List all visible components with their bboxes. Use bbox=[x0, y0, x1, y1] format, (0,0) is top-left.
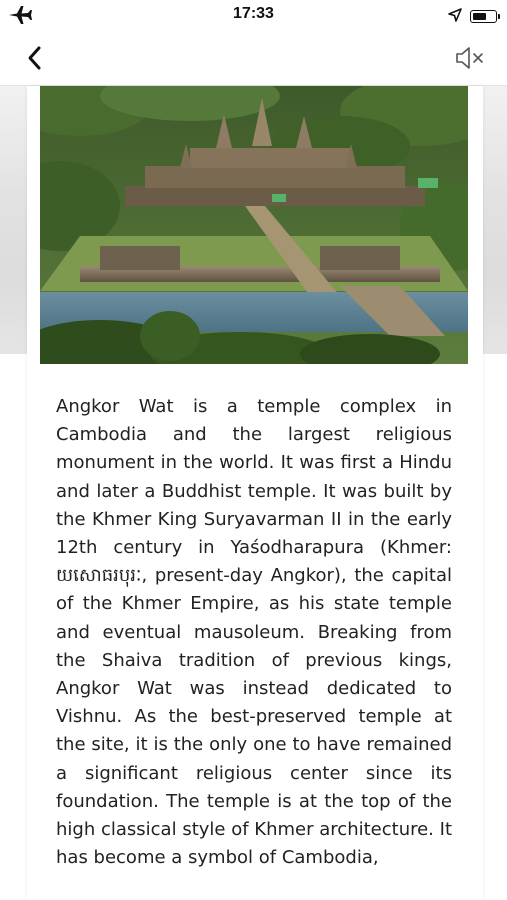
chevron-left-icon bbox=[20, 42, 52, 74]
status-bar bbox=[0, 0, 507, 30]
nav-bar bbox=[0, 30, 507, 86]
article-image bbox=[40, 86, 468, 364]
status-indicators bbox=[448, 6, 497, 26]
next-card-preview[interactable] bbox=[480, 86, 507, 354]
mute-toggle-button[interactable] bbox=[455, 44, 487, 72]
speaker-muted-icon bbox=[455, 44, 487, 72]
battery-tip bbox=[498, 14, 500, 19]
article-description: Angkor Wat is a temple complex in Cambodia and the largest religious monument in the world. It was first a Hindu and later a Buddhist temple. It was built by the Khmer King Suryavarman II in the early 12th century in Yaśodharapura (Khmer: យសោធរបុរៈ, present-day Angkor), the capital of the Khmer Empire, as his state temple and eventual mausoleum. Breaking from the Shaiva tradition of previous kings, Angkor Wat was instead dedicated to Vishnu. As the best-preserved temple at the site, it is the only one to have remained a significant religious center since its foundation. The temple is at the top of the high classical style of Khmer architecture. It has become a symbol of Cambodia, bbox=[56, 396, 452, 869]
previous-card-preview[interactable] bbox=[0, 86, 27, 354]
back-button[interactable] bbox=[20, 42, 52, 74]
status-time: 17:33 bbox=[233, 5, 274, 22]
location-arrow-icon bbox=[448, 7, 462, 26]
battery-icon bbox=[470, 10, 497, 23]
battery-level bbox=[473, 13, 486, 20]
article-card bbox=[27, 86, 483, 900]
